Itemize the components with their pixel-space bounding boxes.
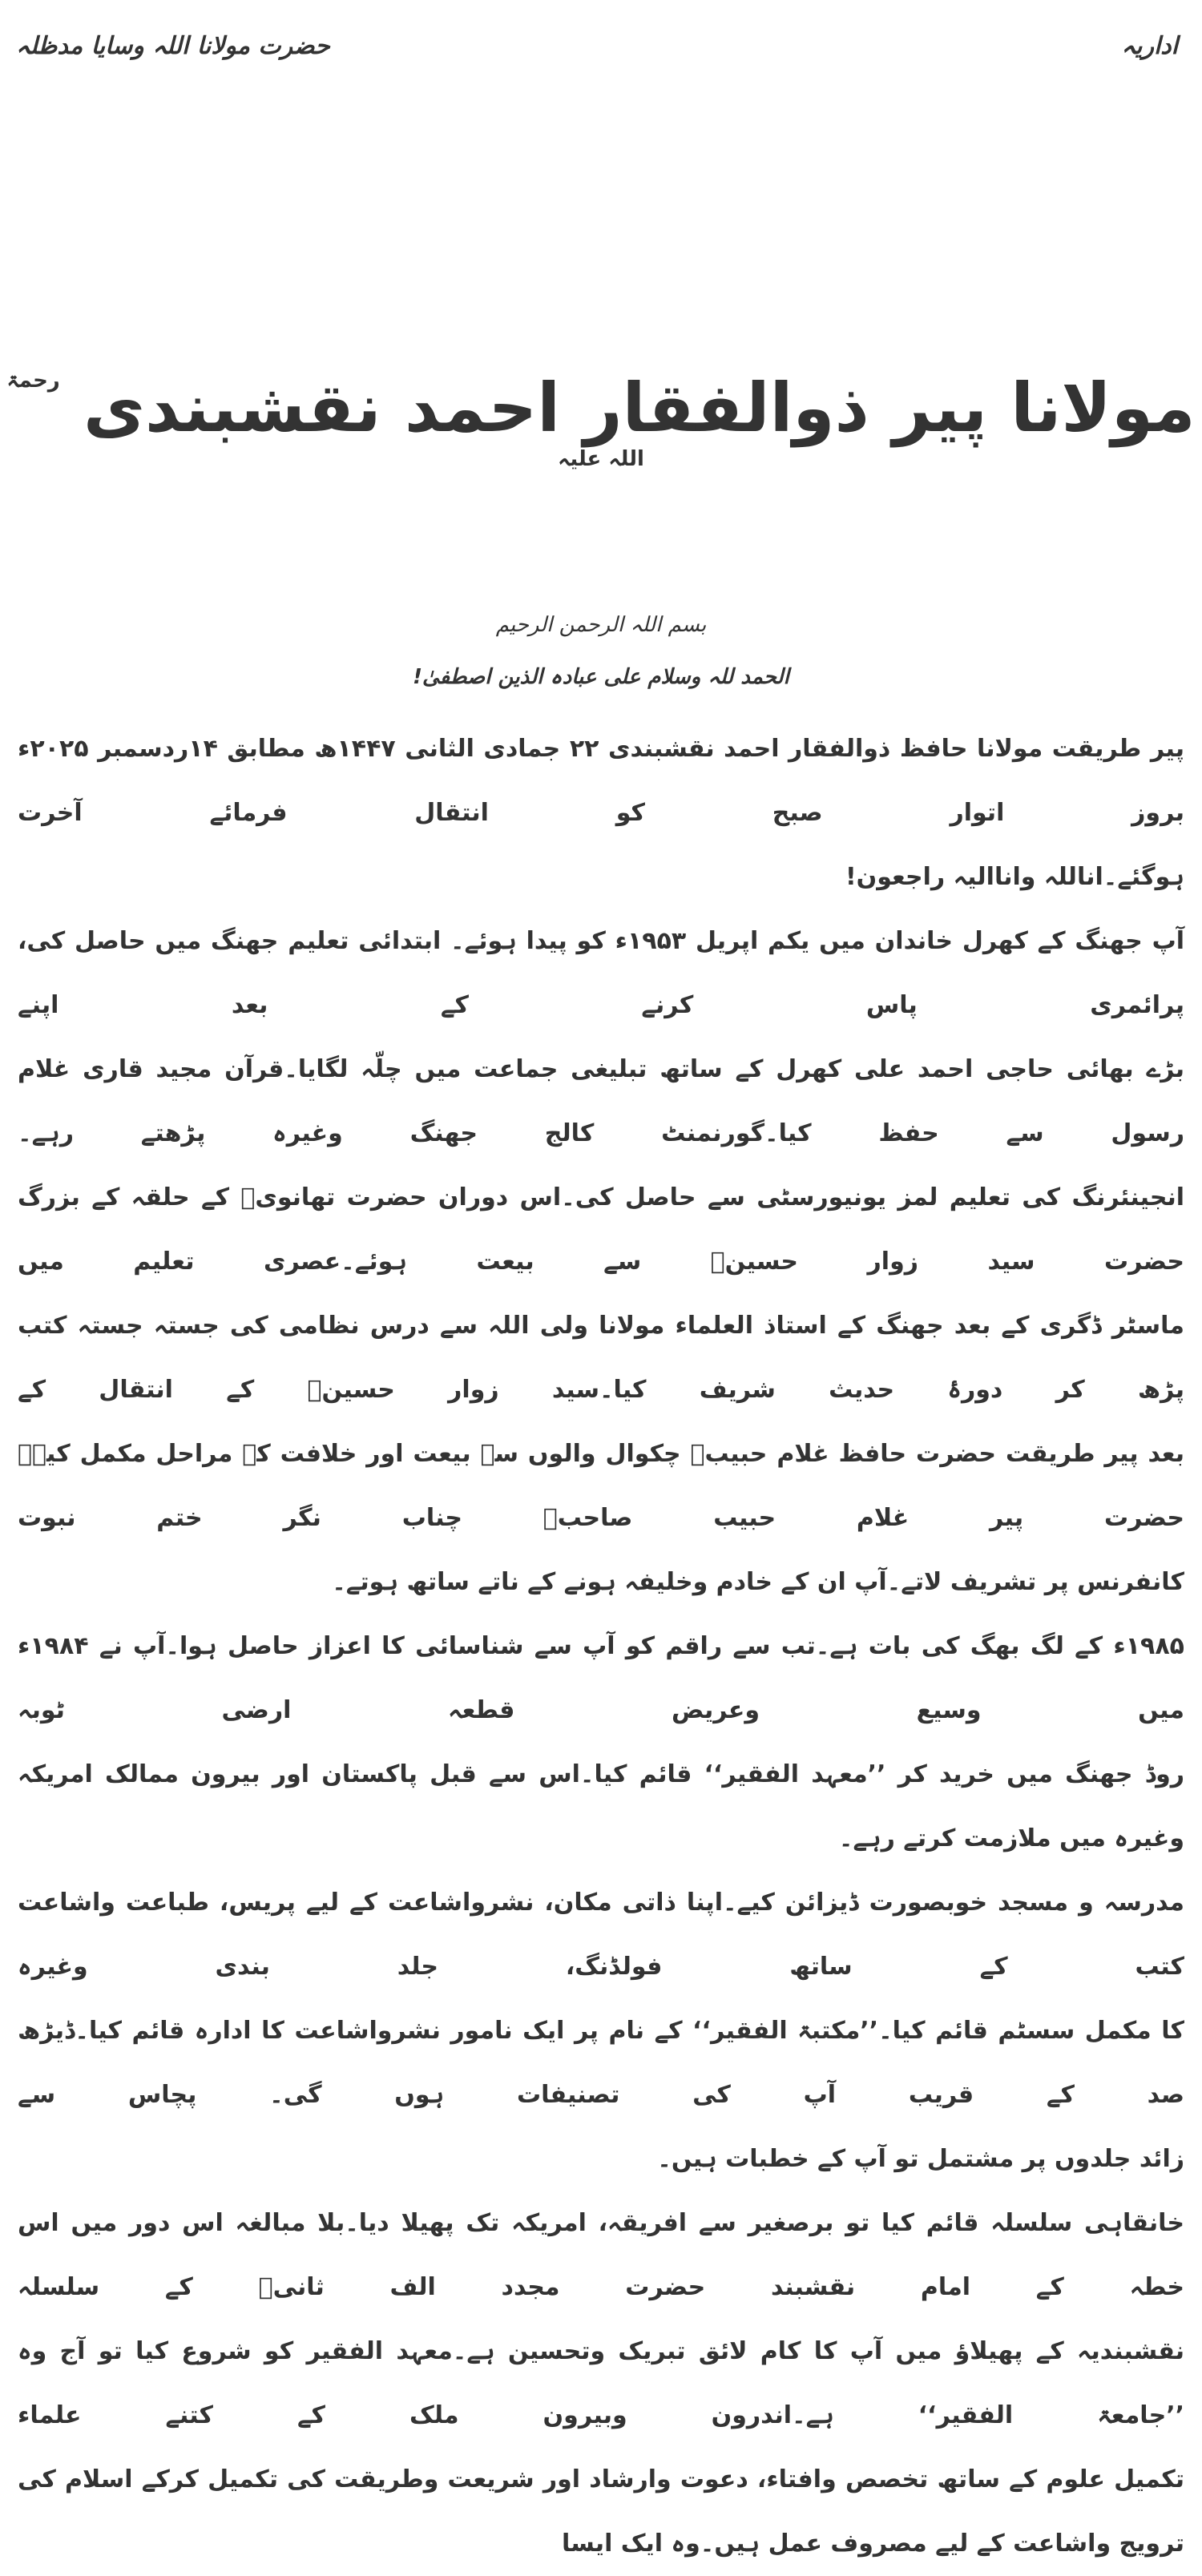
body-line: بڑے بھائی حاجی احمد علی کھرل کے ساتھ تبلیغی جماعت میں چلّہ لگایا۔قرآن مجید قاری غلام رسول سے حفظ کیا۔گورنمنٹ کالج جھنگ وغیرہ پڑھتے رہے۔ (18, 1055, 1184, 1147)
body-line: آپ جھنگ کے کھرل خاندان میں یکم اپریل ۱۹۵۳ء کو پیدا ہوئے۔ ابتدائی تعلیم جھنگ میں حاصل کی، پرائمری پاس کرنے کے بعد اپنے (18, 927, 1184, 1019)
article-body (18, 717, 1184, 2576)
bismillah: بسم اللہ الرحمن الرحیم (495, 613, 707, 637)
hamd-line: الحمد للہ وسلام علی عبادہ الذین اصطفیٰ! (413, 665, 789, 689)
section-label: اداریہ (1121, 32, 1178, 60)
body-line: ہوگئے۔اناللہ واناالیہ راجعون! (845, 863, 1184, 891)
body-line: انجینئرنگ کی تعلیم لمز یونیورسٹی سے حاصل کی۔اس دوران حضرت تھانویؒ کے حلقہ کے بزرگ حضرت سید زوار حسینؒ سے بیعت ہوئے۔عصری تعلیم میں (18, 1183, 1184, 1276)
body-line: بعد پیر طریقت حضرت حافظ غلام حبیبؒ چکوال والوں سے بیعت اور خلافت کے مراحل مکمل کیے۔حضرت پیر غلام حبیب صاحبؒ چناب نگر ختم نبوت (18, 1440, 1184, 1532)
body-line: ۱۹۸۵ء کے لگ بھگ کی بات ہے۔تب سے راقم کو آپ سے شناسائی کا اعزاز حاصل ہوا۔آپ نے ۱۹۸۴ء میں وسیع وعریض قطعہ ارضی ٹوبہ (18, 1632, 1184, 1724)
paragraph-1 (18, 717, 1184, 909)
paragraph-3 (18, 1615, 1184, 1871)
body-line: روڈ جھنگ میں خرید کر ’’معہد الفقیر‘‘ قائم کیا۔اس سے قبل پاکستان اور بیرون ممالک امریکہ وغیرہ میں ملازمت کرتے رہے۔ (18, 1760, 1184, 1852)
body-line: خانقاہی سلسلہ قائم کیا تو برصغیر سے افریقہ، امریکہ تک پھیلا دیا۔بلا مبالغہ اس دور میں اس خطہ کے امام نقشبند حضرت مجدد الف ثانیؒ کے سلسلہ (18, 2209, 1184, 2301)
body-line: تکمیل علوم کے ساتھ تخصص وافتاء، دعوت وارشاد اور شریعت وطریقت کی تکمیل کرکے اسلام کی ترویج واشاعت کے لیے مصروف عمل ہیں۔وہ ایک ایسا (18, 2465, 1184, 2558)
body-line: کا مکمل سسٹم قائم کیا۔’’مکتبۃ الفقیر‘‘ کے نام پر ایک نامور نشرواشاعت کا ادارہ قائم کیا۔ڈیڑھ صد کے قریب آپ کی تصنیفات ہوں گی۔ پچاس سے (18, 2017, 1184, 2109)
body-line: پیر طریقت مولانا حافظ ذوالفقار احمد نقشبندی ۲۲ جمادی الثانی ۱۴۴۷ھ مطابق ۱۴ردسمبر ۲۰۲۵ء بروز اتوار صبح کو انتقال فرمائے آخرت (18, 735, 1184, 827)
paragraph-4 (18, 1871, 1184, 2191)
body-line: نقشبندیہ کے پھیلاؤ میں آپ کا کام لائق تبریک وتحسین ہے۔معہد الفقیر کو شروع کیا تو آج وہ ’’جامعۃ الفقیر‘‘ ہے۔اندرون وبیرون ملک کے کتنے علماء (18, 2337, 1184, 2429)
paragraph-2 (18, 909, 1184, 1615)
title-text: مولانا پیر ذوالفقار احمد نقشبندی (83, 369, 1196, 447)
paragraph-5 (18, 2191, 1184, 2576)
body-line: مدرسہ و مسجد خوبصورت ڈیزائن کیے۔اپنا ذاتی مکان، نشرواشاعت کے لیے پریس، طباعت واشاعت کتب کے ساتھ فولڈنگ، جلد بندی وغیرہ (18, 1889, 1184, 1981)
body-line: ماسٹر ڈگری کے بعد جھنگ کے استاذ العلماء مولانا ولی اللہ سے درس نظامی کی جستہ جستہ کتب پڑھ کر دورۂ حدیث شریف کیا۔سید زوار حسینؒ کے انتقال کے (18, 1312, 1184, 1404)
body-line: زائد جلدوں پر مشتمل تو آپ کے خطبات ہیں۔ (657, 2145, 1184, 2173)
title-honorific: رحمۃ اللہ علیہ (6, 369, 644, 471)
author-byline: حضرت مولانا اللہ وسایا مدظلہ (16, 32, 330, 60)
article-title (0, 369, 1202, 526)
body-line: کانفرنس پر تشریف لاتے۔آپ ان کے خادم وخلیفہ ہونے کے ناتے ساتھ ہوتے۔ (332, 1568, 1184, 1596)
